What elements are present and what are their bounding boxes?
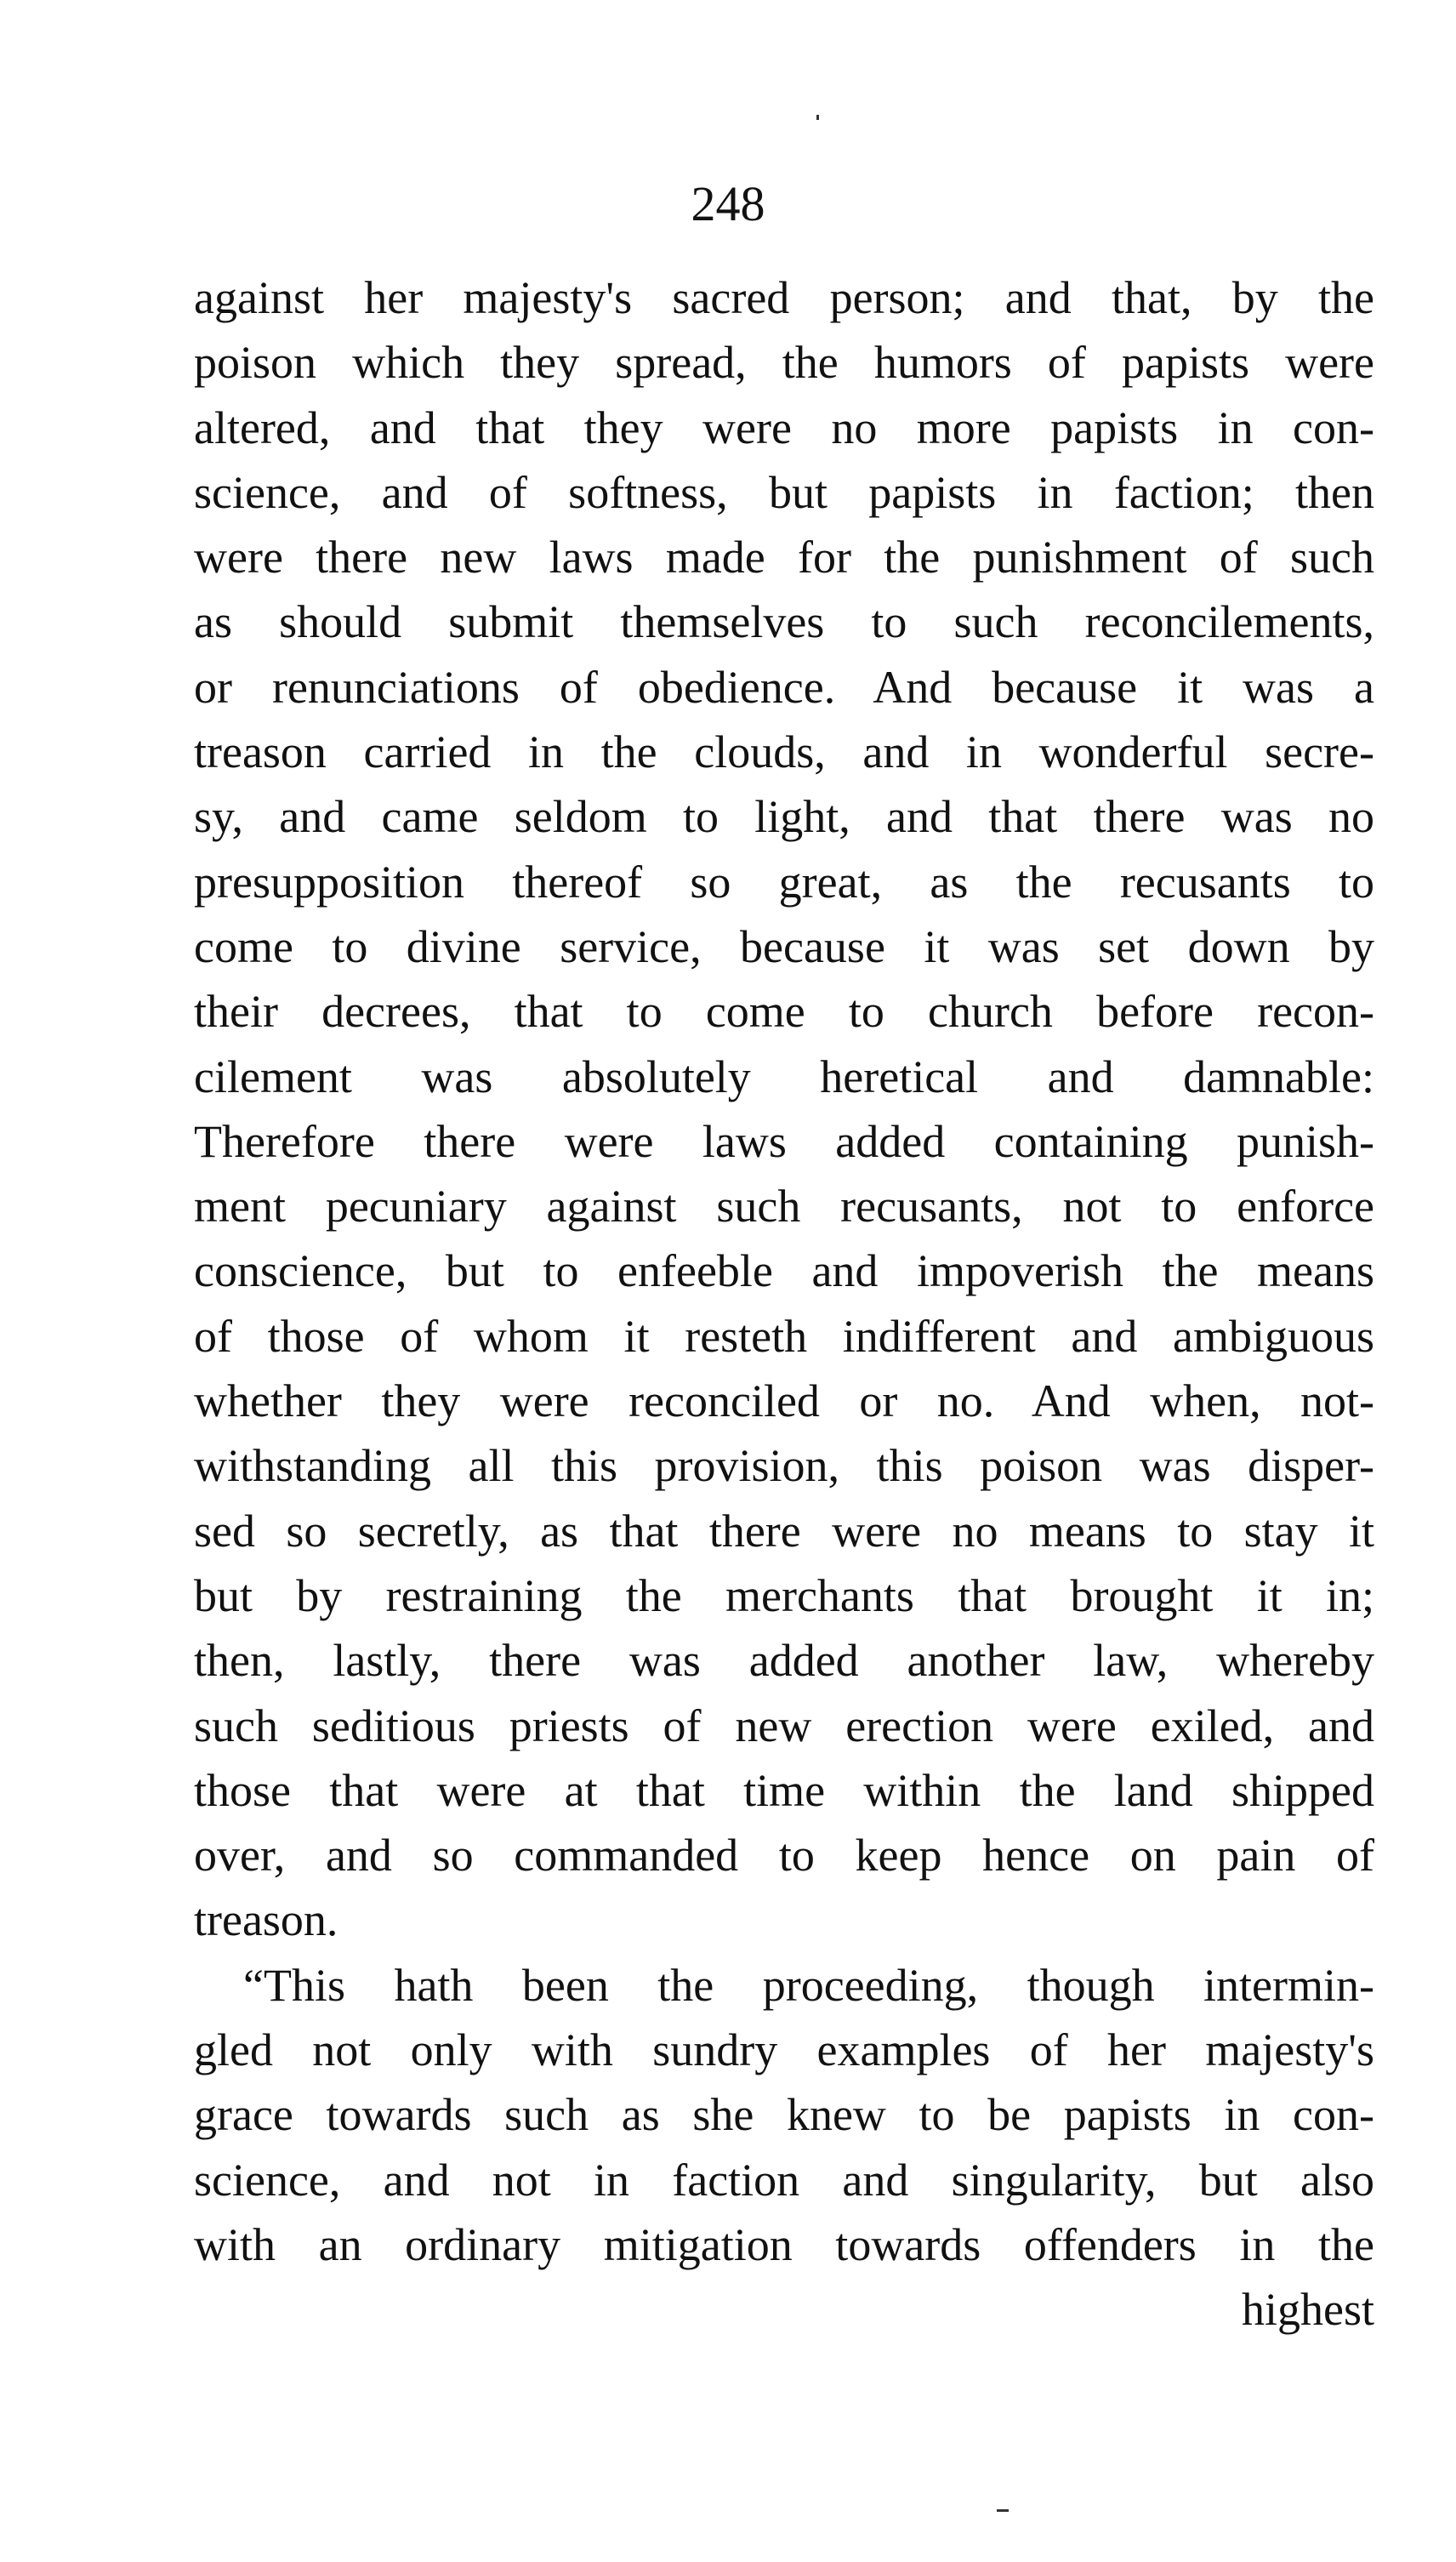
paragraph-2 bbox=[194, 1953, 1374, 2277]
page-number: 248 bbox=[691, 176, 765, 231]
text-line: or renunciations of obedience. And because it was a bbox=[194, 661, 1374, 713]
scan-speck bbox=[997, 2509, 1009, 2512]
body-text bbox=[194, 265, 1374, 2343]
text-line: were there new laws made for the punishment of such bbox=[194, 532, 1374, 584]
text-line: as should submit themselves to such reconcilements, bbox=[194, 596, 1374, 648]
text-line: withstanding all this provision, this poison was disper- bbox=[194, 1440, 1374, 1492]
text-line: come to divine service, because it was set down by bbox=[194, 920, 1374, 972]
text-line: altered, and that they were no more papists in con- bbox=[194, 401, 1374, 453]
text-line: sy, and came seldom to light, and that there was no bbox=[194, 791, 1374, 843]
text-line: presupposition thereof so great, as the recusants to bbox=[194, 856, 1374, 908]
catchword: highest bbox=[1242, 2284, 1374, 2336]
text-line: but by restraining the merchants that brought it in; bbox=[194, 1569, 1374, 1621]
text-line: cilement was absolutely heretical and damnable: bbox=[194, 1050, 1374, 1102]
text-line: science, and not in faction and singularity, but also bbox=[194, 2154, 1374, 2206]
text-line: grace towards such as she knew to be papists in con- bbox=[194, 2089, 1374, 2141]
text-line: poison which they spread, the humors of papists were bbox=[194, 337, 1374, 389]
text-line: such seditious priests of new erection were exiled, and bbox=[194, 1699, 1374, 1751]
scan-speck bbox=[816, 115, 819, 120]
text-line: treason. bbox=[194, 1894, 338, 1946]
text-line: of those of whom it resteth indifferent and ambiguous bbox=[194, 1310, 1374, 1362]
text-line: treason carried in the clouds, and in wonderful secre- bbox=[194, 726, 1374, 778]
text-line: “This hath been the proceeding, though intermin- bbox=[243, 1959, 1374, 2011]
text-line: then, lastly, there was added another law, whereby bbox=[194, 1635, 1374, 1687]
text-line: science, and of softness, but papists in faction; then bbox=[194, 466, 1374, 518]
text-line: sed so secretly, as that there were no means to stay it bbox=[194, 1505, 1374, 1557]
text-line: those that were at that time within the land shipped bbox=[194, 1764, 1374, 1816]
text-line: ment pecuniary against such recusants, not to enforce bbox=[194, 1181, 1374, 1233]
text-line: their decrees, that to come to church before recon- bbox=[194, 986, 1374, 1038]
text-line: conscience, but to enfeeble and impoverish the means bbox=[194, 1245, 1374, 1297]
paragraph-1 bbox=[194, 265, 1374, 1953]
text-line: whether they were reconciled or no. And when, not- bbox=[194, 1375, 1374, 1427]
text-line: over, and so commanded to keep hence on pain of bbox=[194, 1830, 1374, 1882]
text-line: with an ordinary mitigation towards offenders in the bbox=[194, 2218, 1374, 2270]
text-line: against her majesty's sacred person; and that, by the bbox=[194, 272, 1374, 323]
text-line: Therefore there were laws added containing punish- bbox=[194, 1115, 1374, 1167]
text-line: gled not only with sundry examples of her majesty's bbox=[194, 2024, 1374, 2076]
